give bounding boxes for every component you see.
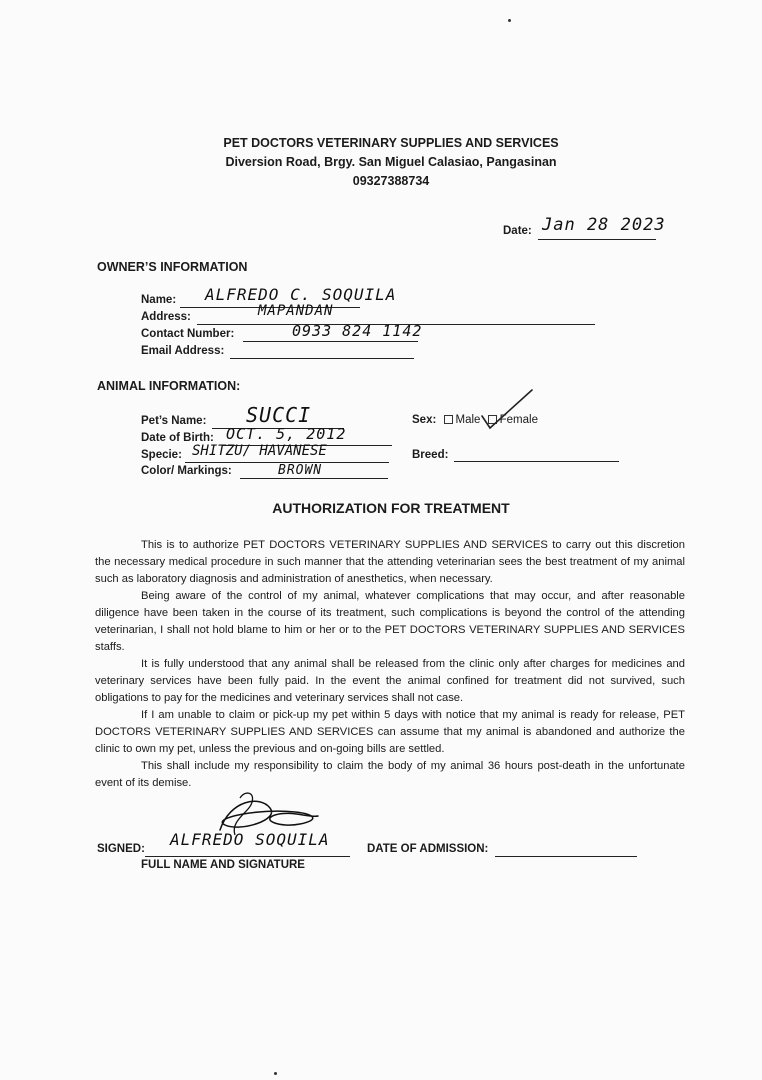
owner-email-label: Email Address:	[141, 345, 225, 357]
breed-line	[454, 461, 619, 462]
company-phone: 09327388734	[352, 174, 430, 188]
signed-label: SIGNED:	[97, 843, 145, 855]
female-option-label: Female	[499, 414, 538, 426]
authorization-paragraph-5: This shall include my responsibility to claim the body of my animal 36 hours post-death in the unfortunate event of its demise.	[95, 760, 685, 789]
authorization-paragraph-4: If I am unable to claim or pick-up my pet within 5 days with notice that my animal is ready for release, PET DOCTORS VETERINARY SUPPLIES AND SERVICES can assume that my animal is abandoned and authorize the clinic to own my pet, unless the previous and on-going bills are settled.	[95, 709, 685, 755]
scan-speck	[274, 1072, 277, 1075]
specie-label: Specie:	[141, 449, 182, 461]
breed-label: Breed:	[412, 449, 449, 461]
sex-label: Sex:	[412, 414, 437, 426]
signed-line	[145, 856, 350, 857]
dob-label: Date of Birth:	[141, 432, 214, 444]
date-line	[538, 239, 656, 240]
scan-speck	[508, 19, 511, 22]
pet-name-label: Pet’s Name:	[141, 415, 207, 427]
authorization-paragraph-3: It is fully understood that any animal shall be released from the clinic only after charges for medicines and veterinary services have been fully paid. In the event the animal confined for treatment did not survived, such obligations to pay for the medicines and veterinary services shall not case.	[95, 658, 685, 704]
owner-section-title: OWNER’S INFORMATION	[97, 260, 248, 274]
date-value: Jan 28 2023	[542, 215, 666, 235]
owner-address-label: Address:	[141, 311, 191, 323]
date-label: Date:	[503, 225, 532, 237]
authorization-title: AUTHORIZATION FOR TREATMENT	[272, 500, 510, 516]
specie-value: SHITZU/ HAVANESE	[192, 443, 327, 459]
color-label: Color/ Markings:	[141, 465, 232, 477]
color-line	[240, 478, 388, 479]
owner-contact-label: Contact Number:	[141, 328, 235, 340]
female-checkmark-icon	[478, 386, 538, 434]
male-checkbox[interactable]	[444, 415, 453, 424]
owner-email-line	[230, 358, 414, 359]
owner-name-label: Name:	[141, 294, 177, 306]
company-name: PET DOCTORS VETERINARY SUPPLIES AND SERVICES	[223, 136, 559, 150]
pet-name-value: SUCCI	[246, 403, 312, 427]
owner-name-value: ALFREDO C. SOQUILA	[205, 285, 397, 304]
owner-address-value: MAPANDAN	[258, 303, 334, 319]
color-value: BROWN	[278, 463, 323, 478]
admission-date-label: DATE OF ADMISSION:	[367, 843, 489, 855]
authorization-paragraph-1: This is to authorize PET DOCTORS VETERINARY SUPPLIES AND SERVICES to carry out this discretion the necessary medical procedure in such manner that the attending veterinarian sees the best treatment of my animal such as laboratory diagnosis and administration of anesthetics, when necessary.	[95, 539, 685, 585]
admission-date-line	[495, 856, 637, 857]
owner-contact-line	[243, 341, 418, 342]
authorization-paragraph-2: Being aware of the control of my animal, whatever complications that may occur, and after reasonable diligence have been taken in the course of its treatment, such complications is beyond the control of the attending veterinarian, I shall not hold blame to him or her or to the PET DOCTORS VETERINARY SUPPLIES AND SERVICES staffs.	[95, 590, 685, 653]
owner-contact-value: 0933 824 1142	[292, 322, 423, 340]
dob-value: OCT. 5, 2012	[226, 425, 347, 443]
signed-value: ALFREDO SOQUILA	[170, 830, 330, 849]
male-option-label: Male	[455, 414, 481, 426]
signature-caption: FULL NAME AND SIGNATURE	[141, 859, 305, 871]
animal-section-title: ANIMAL INFORMATION:	[97, 379, 241, 393]
company-address: Diversion Road, Brgy. San Miguel Calasiao, Pangasinan	[225, 155, 557, 169]
